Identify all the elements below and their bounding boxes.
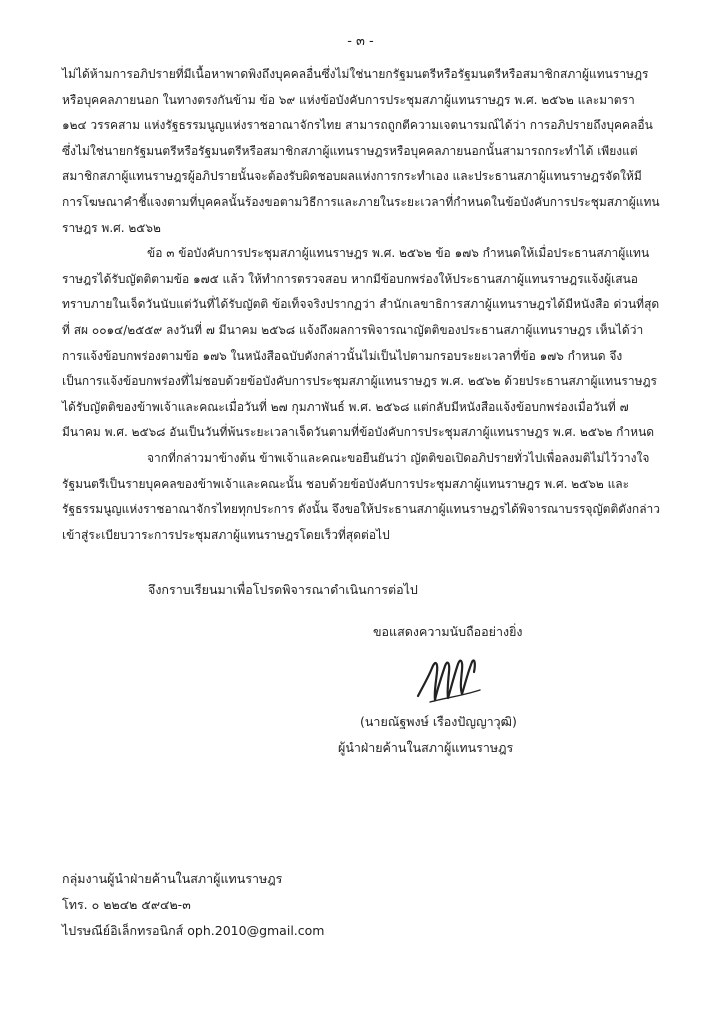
- letter-body: [62, 62, 662, 548]
- page-number: - ๓ -: [347, 34, 374, 49]
- signature-image: [410, 648, 490, 710]
- closing-line: จึงกราบเรียนมาเพื่อโปรดพิจารณาดำเนินการต่อไป: [148, 582, 418, 597]
- email-address: ไปรษณีย์อิเล็กทรอนิกส์ oph.2010@gmail.com: [62, 923, 325, 938]
- body-paragraph-2: ข้อ ๓ ข้อบังคับการประชุมสภาผู้แทนราษฎร พ.ศ. ๒๕๖๒ ข้อ ๑๗๖ กำหนดให้เมื่อประธานสภาผู้แทนราษฎรได้รับญัตติตามข้อ ๑๗๕ แล้ว ให้ทำการตรวจสอบ หากมีข้อบกพร่องให้ประธานสภาผู้แทนราษฎรแจ้งผู้เสนอทราบภายในเจ็ดวันนับแต่วันที่ได้รับญัตติ ข้อเท็จจริงปรากฏว่า สำนักเลขาธิการสภาผู้แทนราษฎรได้มีหนังสือ ด่วนที่สุด ที่ สผ ๐๐๑๔/๒๕๕๙ ลงวันที่ ๗ มีนาคม ๒๕๖๘ แจ้งถึงผลการพิจารณาญัตติของประธานสภาผู้แทนราษฎร เห็นได้ว่า การแจ้งข้อบกพร่องตามข้อ ๑๗๖ ในหนังสือฉบับดังกล่าวนั้นไม่เป็นไปตามกรอบระยะเวลาที่ข้อ ๑๗๖ กำหนด จึงเป็นการแจ้งข้อบกพร่องที่ไม่ชอบด้วยข้อบังคับการประชุมสภาผู้แทนราษฎร พ.ศ. ๒๕๖๒ ด้วยประธานสภาผู้แทนราษฎรได้รับญัตติของข้าพเจ้าและคณะเมื่อวันที่ ๒๗ กุมภาพันธ์ พ.ศ. ๒๕๖๘ แต่กลับมีหนังสือแจ้งข้อบกพร่องเมื่อวันที่ ๗ มีนาคม พ.ศ. ๒๕๖๘ อันเป็นวันที่พ้นระยะเวลาเจ็ดวันตามที่ข้อบังคับการประชุมสภาผู้แทนราษฎร พ.ศ. ๒๕๖๒ กำหนด: [62, 246, 660, 440]
- phone-number: โทร. ๐ ๒๒๔๒ ๕๙๔๒-๓: [62, 897, 191, 912]
- contact-footer: [62, 866, 324, 944]
- signer-title: ผู้นำฝ่ายค้านในสภาผู้แทนราษฎร: [338, 740, 514, 755]
- body-paragraph-1: ไม่ได้ห้ามการอภิปรายที่มีเนื้อหาพาดพิงถึงบุคคลอื่นซึ่งไม่ใช่นายกรัฐมนตรีหรือรัฐมนตรีหรือสมาชิกสภาผู้แทนราษฎรหรือบุคคลภายนอก ในทางตรงกันข้าม ข้อ ๖๙ แห่งข้อบังคับการประชุมสภาผู้แทนราษฎร พ.ศ. ๒๕๖๒ และมาตรา ๑๒๔ วรรคสาม แห่งรัฐธรรมนูญแห่งราชอาณาจักรไทย สามารถถูกตีความเจตนารมณ์ได้ว่า การอภิปรายถึงบุคคลอื่นซึ่งไม่ใช่นายกรัฐมนตรีหรือรัฐมนตรีหรือสมาชิกสภาผู้แทนราษฎรหรือบุคคลภายนอกนั้นสามารถกระทำได้ เพียงแต่สมาชิกสภาผู้แทนราษฎรผู้อภิปรายนั้นจะต้องรับผิดชอบผลแห่งการกระทำเอง และประธานสภาผู้แทนราษฎรจัดให้มีการโฆษณาคำชี้แจงตามที่บุคคลนั้นร้องขอตามวิธีการและภายในระยะเวลาที่กำหนดในข้อบังคับการประชุมสภาผู้แทนราษฎร พ.ศ. ๒๕๖๒: [62, 67, 660, 235]
- department-name: กลุ่มงานผู้นำฝ่ายค้านในสภาผู้แทนราษฎร: [62, 871, 283, 886]
- body-paragraph-3: จากที่กล่าวมาข้างต้น ข้าพเจ้าและคณะขอยืนยันว่า ญัตติขอเปิดอภิปรายทั่วไปเพื่อลงมติไม่ไว้วางใจรัฐมนตรีเป็นรายบุคคลของข้าพเจ้าและคณะนั้น ชอบด้วยข้อบังคับการประชุมสภาผู้แทนราษฎร พ.ศ. ๒๕๖๒ และรัฐธรรมนูญแห่งราชอาณาจักรไทยทุกประการ ดังนั้น จึงขอให้ประธานสภาผู้แทนราษฎรได้พิจารณาบรรจุญัตติดังกล่าวเข้าสู่ระเบียบวาระการประชุมสภาผู้แทนราษฎรโดยเร็วที่สุดต่อไป: [62, 450, 661, 542]
- signer-name: (นายณัฐพงษ์ เรืองปัญญาวุฒิ): [360, 714, 517, 729]
- respect-salutation: ขอแสดงความนับถืออย่างยิ่ง: [373, 624, 523, 639]
